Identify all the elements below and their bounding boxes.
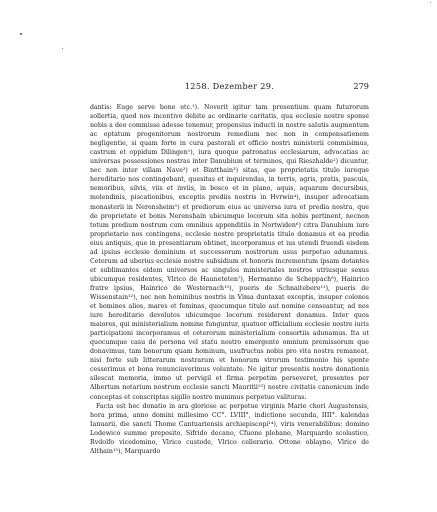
document-body bbox=[90, 103, 369, 456]
scan-speck bbox=[430, 2, 431, 3]
scan-speck bbox=[62, 48, 63, 49]
header-title: 1258. Dezember 29. bbox=[184, 81, 275, 91]
scan-speck bbox=[20, 33, 22, 35]
paragraph-charter-text: dantis: Euge serve bone etc.¹). Noverit igitur tam presentium quam futurorum sollertia, quod nos incentivo debite ac ordinarie caritatis, qua ecclesie nostre sponse nobis a deo commisse adesse tenemur, propensius inducti in nostre salutis augmentum ac optatum progenitorum nostrorum remedium nec non in compensationem negligentie, si quam forte in cura pastorali et officio nostri ministerii commisimus, castrum et oppidum Dilingen¹), iura quoque patronatus ecclesiarum, advocatias ac universas possessiones nostras inter Danubium et terminos, qui Rieszhalde²) dicuntur, nec non inter villam Nave²) et Bintthain³) sitas, que proprietatis titulo iureque hereditario nos contingebant, quesitas et inquirendas, in terris, agris, pratis, pascuis, nemoribus, silvis, viis et inviis, in bosco et in plano, aquis, aquarum decursibus, molendinis, piscationibus, exceptis prediis nostris in Hvrwin⁴), insuper advocatiam monasterii in Nerensheim⁵) et prediorum eius ac universa iura et predia nostra, que de proprietate et bonis Nerenshain ubicumque locorum sita nobis pertinent, necnon totum predium nostrum cum omnibus appenditiis in Nortwiden⁶) citra Danubium iure proprietario nos contingens, ecclesie nostre proprietatis titulo donamus et ea predia eius antiquis, que in presentiarum obtinet, incorporamus et ius utendi fruendi eisdem ad ipsius ecclesie dominium et successorum nostrorum usus perpetuo adunamus. Ceterum ad uberius ecclesie nostre subsidium et honoris incrementum ipsam dotantes et sublimantes eidem universos ac singulos ministeriales nostros utriusque sexus ubicumque residentes, Vlrico de Hauneteten⁷), Hermanno de Scheppach⁸), Hainrico fratre ipsius, Hainrico de Westernach¹⁰), pueris de Schnaitebere¹¹), pueris de Wissenstain¹²), nec non hominibus nostris in Vima duntaxat exceptis, insuper colonos et homines alios, mares et feminas, quocumque titulo aut nomine censeantur, ad nos iure hereditario devolutos ubicumque locorum residerent donamus. Inter quos maiores, qui ministerialium nomine funguntur, quatuor officialium ecclesie nostre iuris participationi incorporamus et ceterorum ministerialium consortiis adunamus. Ita ut quocumque casu de persona vel statu nostro emergente omnium premissorum que donavimus, tam bonorum quam hominum, usufructus nobis pro vita nostra remaneat, nisi forte sub litterarum nostrarum et honorum virorum testimonio his sponte cesserimus et bona renunciaverimus voluntate. Ne igitur presentis nostre donationis silescat memoria, immo ut pervigil et firma perpetim perseveret, presentes per Albertum notarium nostrum ecclesie sancti Mauritii¹³) nostre civitatis canonicum inde conceptas et conscriptas sigillo nostro munimus perpetuo valituras. bbox=[90, 104, 369, 401]
running-header bbox=[90, 80, 369, 92]
page-number: 279 bbox=[353, 81, 369, 91]
paragraph-dating-clause: Facta est hec donatio in ara gloriose ac perpetue virginis Marie chori Augustensis, hora prima, anno domini millesimo CC°. LVIII°, indictione secunda, IIII°. kalendas Ianuarii, die sancti Thome Cantuariensis archiepiscopi¹⁴), viris venerabilibus: domino Lodewico summo preposito, Sifrido decano, Cfuone plebano, Marquardo scolastico, Rvdolfo vicedomino, Vlrico custode, Vlrico cellerario. Ottone oblayno, Vlrico de Althain¹⁵), Marquardo bbox=[90, 402, 369, 455]
